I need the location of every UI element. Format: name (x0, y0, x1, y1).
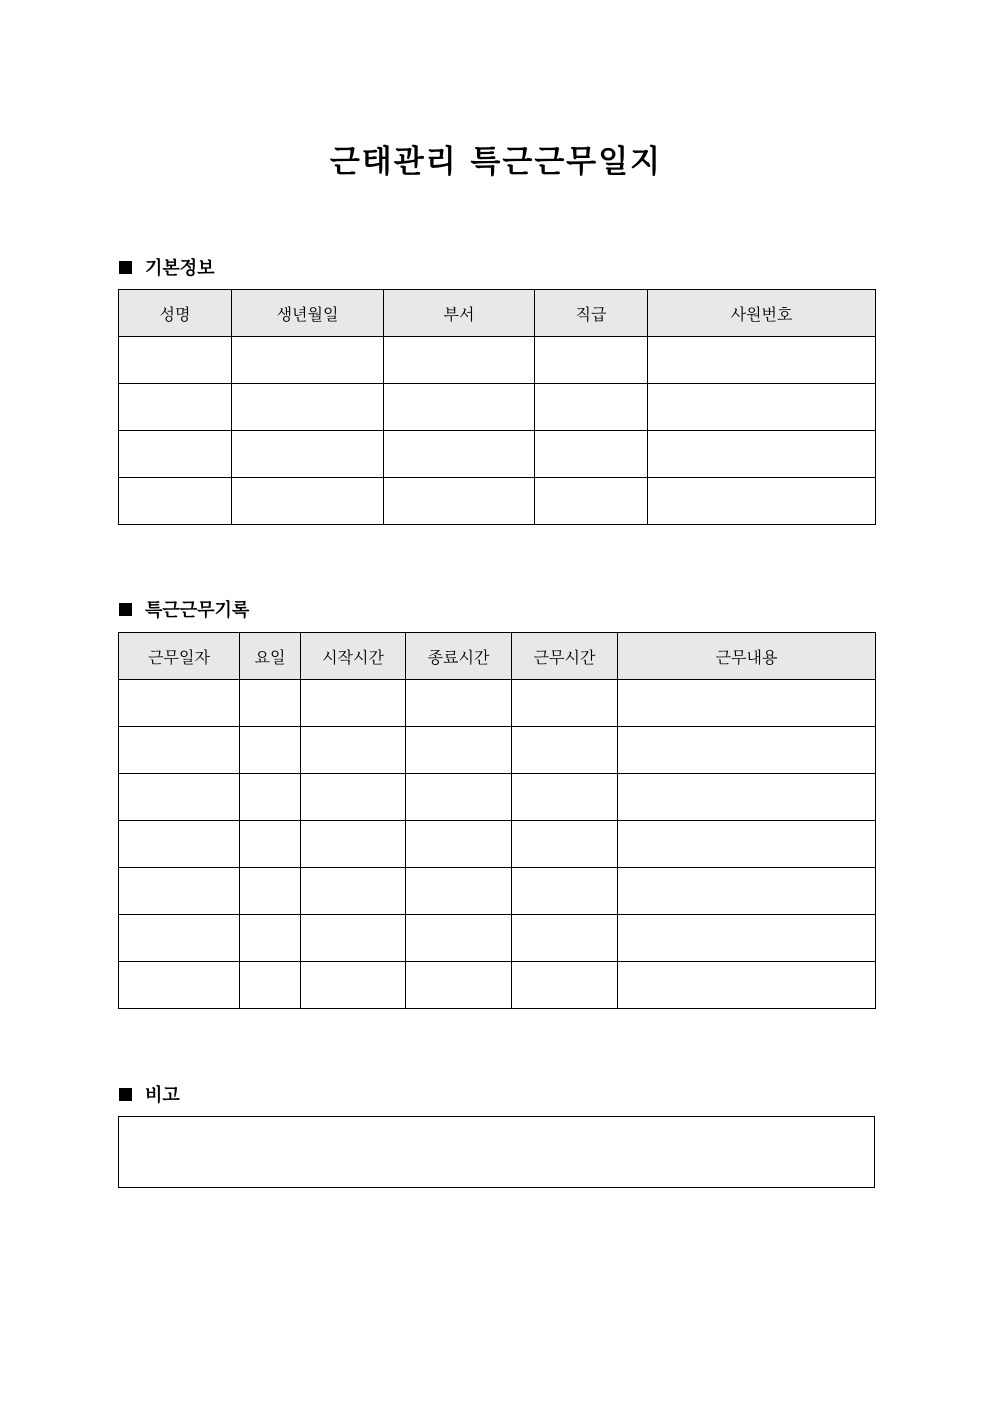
table-cell[interactable] (301, 868, 406, 915)
table-cell[interactable] (119, 774, 240, 821)
table-cell[interactable] (240, 868, 301, 915)
table-cell[interactable] (240, 915, 301, 962)
table-cell[interactable] (512, 868, 618, 915)
section-work-log-label: 특근근무기록 (145, 600, 250, 621)
table-cell[interactable] (512, 821, 618, 868)
table-cell[interactable] (648, 337, 876, 384)
column-header-end-time: 종료시간 (406, 633, 512, 680)
table-cell[interactable] (119, 431, 232, 478)
column-header-position: 직급 (535, 290, 648, 337)
table-cell[interactable] (240, 680, 301, 727)
table-row (119, 821, 876, 868)
table-cell[interactable] (618, 727, 876, 774)
basic-info-table (118, 289, 876, 525)
column-header-start-time: 시작시간 (301, 633, 406, 680)
square-bullet-icon (119, 603, 132, 616)
table-cell[interactable] (119, 478, 232, 525)
table-cell[interactable] (406, 727, 512, 774)
table-cell[interactable] (119, 962, 240, 1009)
table-cell[interactable] (119, 868, 240, 915)
table-cell[interactable] (512, 727, 618, 774)
table-cell[interactable] (232, 431, 384, 478)
table-cell[interactable] (618, 915, 876, 962)
table-cell[interactable] (406, 774, 512, 821)
table-cell[interactable] (618, 821, 876, 868)
table-cell[interactable] (301, 915, 406, 962)
section-work-log-heading (119, 596, 249, 622)
table-cell[interactable] (535, 478, 648, 525)
section-basic-info-heading (119, 254, 215, 280)
basic-info-header-row (119, 290, 876, 337)
table-row (119, 680, 876, 727)
table-cell[interactable] (512, 774, 618, 821)
column-header-department: 부서 (384, 290, 535, 337)
column-header-work-date: 근무일자 (119, 633, 240, 680)
table-cell[interactable] (406, 962, 512, 1009)
table-cell[interactable] (535, 431, 648, 478)
table-cell[interactable] (618, 962, 876, 1009)
table-cell[interactable] (240, 774, 301, 821)
table-row (119, 727, 876, 774)
square-bullet-icon (119, 1088, 132, 1101)
table-cell[interactable] (618, 868, 876, 915)
column-header-work-hours: 근무시간 (512, 633, 618, 680)
table-cell[interactable] (512, 962, 618, 1009)
table-cell[interactable] (406, 868, 512, 915)
table-cell[interactable] (119, 821, 240, 868)
table-cell[interactable] (119, 680, 240, 727)
table-row (119, 915, 876, 962)
table-cell[interactable] (301, 727, 406, 774)
table-row (119, 478, 876, 525)
table-cell[interactable] (406, 821, 512, 868)
table-cell[interactable] (648, 431, 876, 478)
table-cell[interactable] (240, 727, 301, 774)
table-cell[interactable] (406, 680, 512, 727)
section-remarks-heading (119, 1081, 180, 1107)
table-cell[interactable] (232, 337, 384, 384)
table-cell[interactable] (119, 337, 232, 384)
table-cell[interactable] (119, 384, 232, 431)
table-cell[interactable] (648, 384, 876, 431)
table-cell[interactable] (384, 431, 535, 478)
table-cell[interactable] (384, 384, 535, 431)
column-header-birthdate: 생년월일 (232, 290, 384, 337)
document-title: 근태관리 특근근무일지 (329, 144, 663, 180)
table-cell[interactable] (232, 478, 384, 525)
table-cell[interactable] (301, 680, 406, 727)
table-cell[interactable] (240, 962, 301, 1009)
table-cell[interactable] (301, 962, 406, 1009)
table-cell[interactable] (512, 915, 618, 962)
column-header-employee-id: 사원번호 (648, 290, 876, 337)
work-log-header-row (119, 633, 876, 680)
table-cell[interactable] (512, 680, 618, 727)
remarks-box[interactable] (118, 1116, 875, 1188)
section-remarks-label: 비고 (145, 1085, 180, 1106)
table-cell[interactable] (535, 384, 648, 431)
table-cell[interactable] (535, 337, 648, 384)
table-cell[interactable] (406, 915, 512, 962)
table-cell[interactable] (301, 774, 406, 821)
column-header-weekday: 요일 (240, 633, 301, 680)
table-row (119, 337, 876, 384)
table-row (119, 868, 876, 915)
column-header-name: 성명 (119, 290, 232, 337)
square-bullet-icon (119, 261, 132, 274)
table-row (119, 384, 876, 431)
table-cell[interactable] (618, 774, 876, 821)
table-cell[interactable] (648, 478, 876, 525)
table-cell[interactable] (119, 727, 240, 774)
table-cell[interactable] (232, 384, 384, 431)
table-cell[interactable] (384, 337, 535, 384)
table-cell[interactable] (618, 680, 876, 727)
table-row (119, 431, 876, 478)
table-cell[interactable] (384, 478, 535, 525)
table-cell[interactable] (119, 915, 240, 962)
table-cell[interactable] (301, 821, 406, 868)
work-log-table (118, 632, 876, 1009)
section-basic-info-label: 기본정보 (145, 258, 215, 279)
column-header-work-content: 근무내용 (618, 633, 876, 680)
table-row (119, 774, 876, 821)
table-row (119, 962, 876, 1009)
table-cell[interactable] (240, 821, 301, 868)
